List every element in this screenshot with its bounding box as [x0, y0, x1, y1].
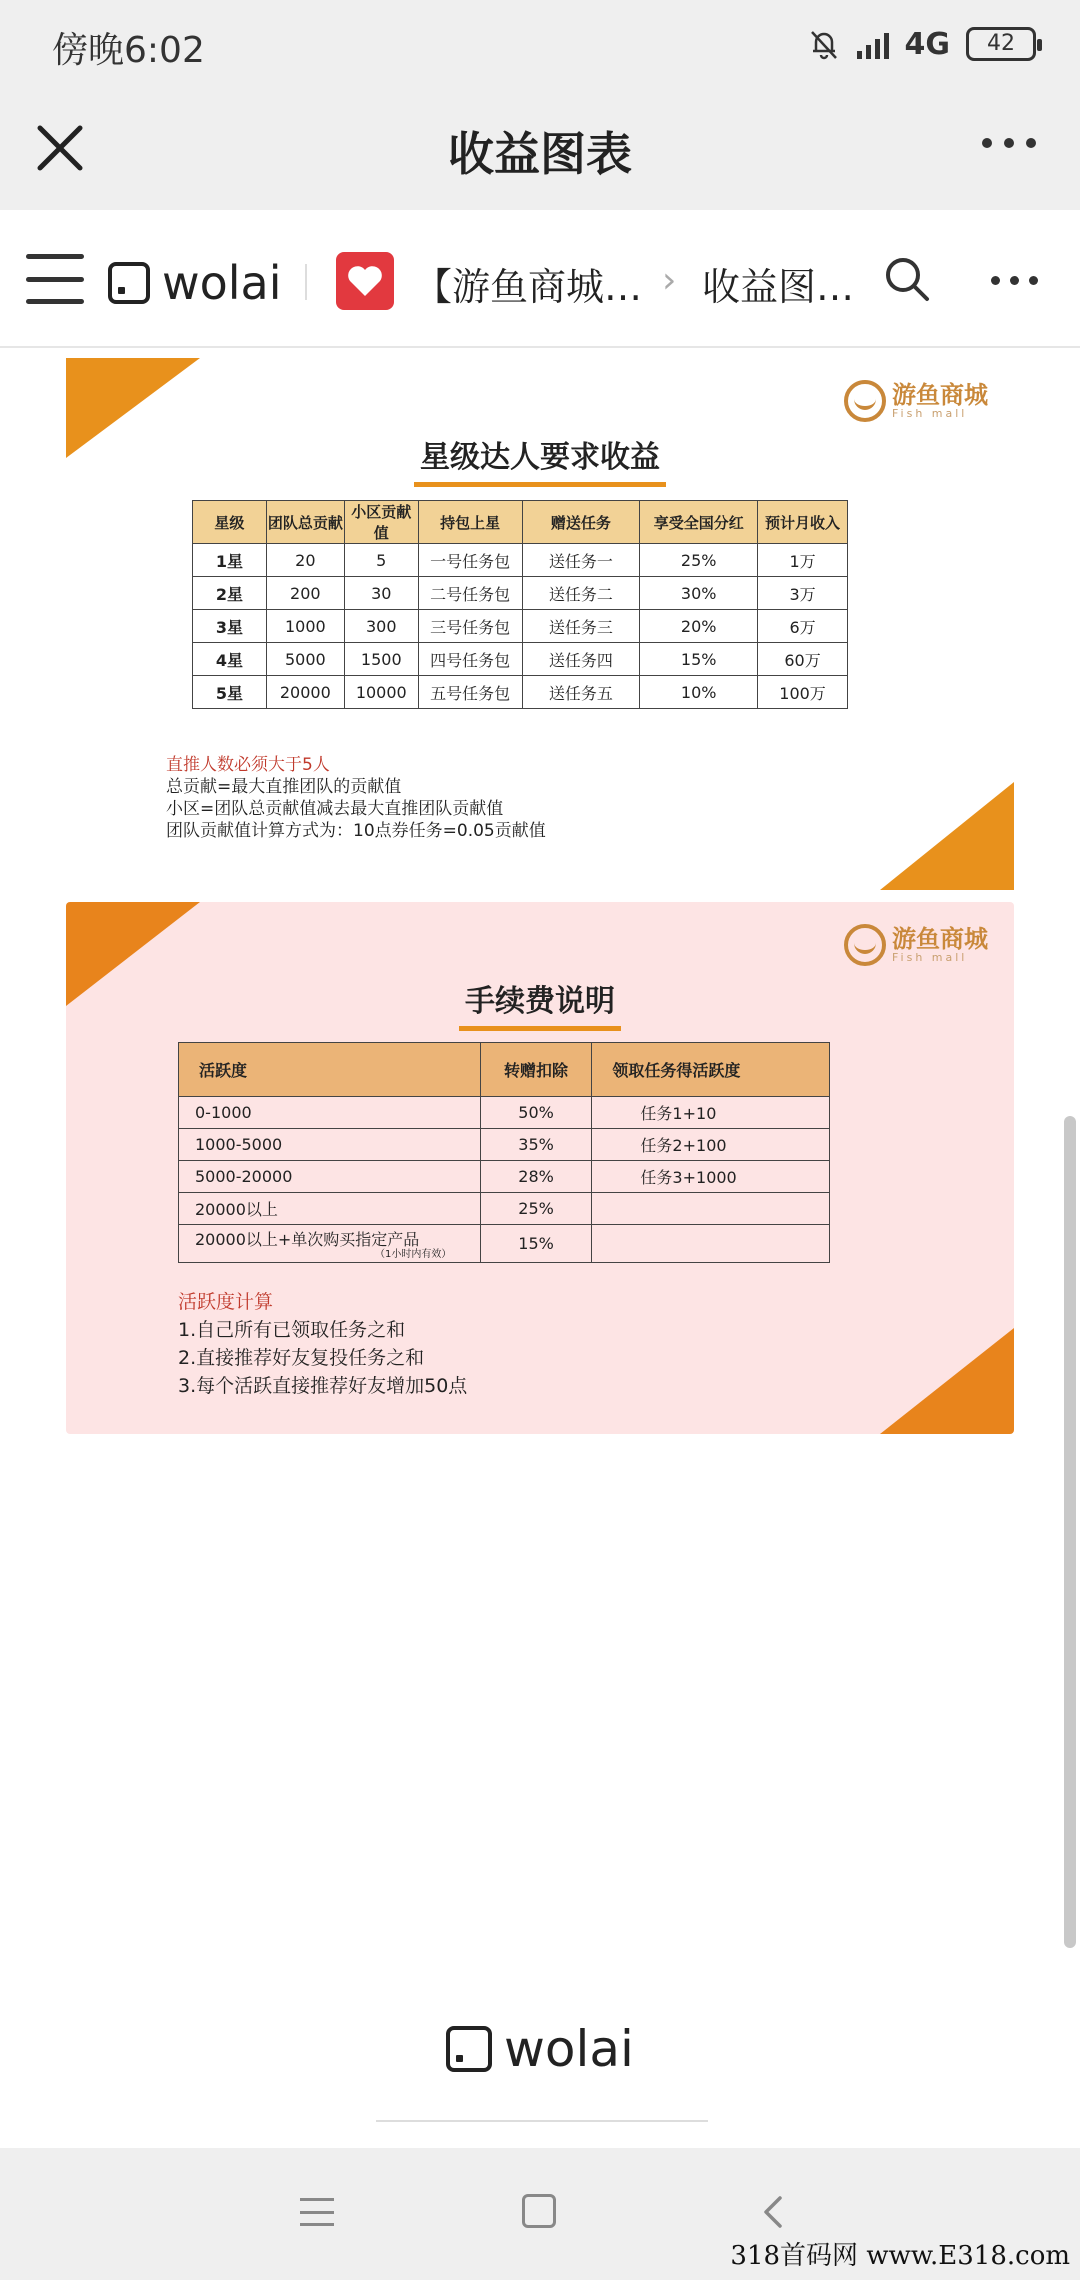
recent-apps-icon[interactable]: [300, 2198, 334, 2226]
table-row: [179, 1129, 830, 1161]
table-cell: 20: [266, 544, 344, 577]
table-cell: 5000-20000: [179, 1161, 481, 1193]
table-cell: 15%: [640, 643, 758, 676]
table-cell: 15%: [480, 1225, 592, 1263]
table-cell: 3万: [758, 577, 848, 610]
table-row: [193, 643, 848, 676]
table-cell: 二号任务包: [418, 577, 522, 610]
table-header: 预计月收入: [758, 501, 848, 544]
table-cell: 3星: [193, 610, 267, 643]
status-icons: [807, 20, 1037, 68]
wolai-logo[interactable]: [108, 256, 282, 310]
table-header: 星级: [193, 501, 267, 544]
table-cell: 6万: [758, 610, 848, 643]
table-cell: 1000-5000: [179, 1129, 481, 1161]
table-cell: 任务2+100: [592, 1129, 830, 1161]
activity-notes: [178, 1288, 467, 1400]
card-title: 星级达人要求收益: [66, 432, 1014, 487]
table-cell: 50%: [480, 1097, 592, 1129]
star-income-image: [66, 358, 1014, 890]
table-cell: 28%: [480, 1161, 592, 1193]
table-header: 小区贡献值: [344, 501, 418, 544]
status-time: 傍晚6:02: [52, 30, 205, 71]
brand-name: 游鱼商城: [892, 924, 988, 953]
scrollbar[interactable]: [1064, 1116, 1076, 1948]
table-cell: [179, 1225, 481, 1263]
table-cell: 三号任务包: [418, 610, 522, 643]
table-header: 团队总贡献: [266, 501, 344, 544]
table-cell: 送任务三: [522, 610, 640, 643]
note-line: 2.直接推荐好友复投任务之和: [178, 1347, 425, 1369]
divider: [305, 264, 307, 300]
table-row: [193, 544, 848, 577]
table-cell: 4星: [193, 643, 267, 676]
table-cell: 25%: [640, 544, 758, 577]
brand-sub: Fish mall: [892, 406, 968, 420]
note-line: 团队贡献值计算方式为：10点券任务=0.05贡献值: [166, 821, 546, 841]
table-cell: 1星: [193, 544, 267, 577]
home-icon[interactable]: [522, 2194, 556, 2228]
brand-logo: [844, 380, 988, 422]
table-cell: 四号任务包: [418, 643, 522, 676]
note-line: 总贡献=最大直推团队的贡献值: [166, 777, 402, 797]
table-row: [193, 676, 848, 709]
table-header: 领取任务得活跃度: [592, 1043, 830, 1097]
cell-text: 20000以上+单次购买指定产品: [195, 1230, 420, 1249]
page-title: 收益图表: [448, 127, 632, 181]
table-cell: 5: [344, 544, 418, 577]
table-cell: 5000: [266, 643, 344, 676]
title-bar: [0, 88, 1080, 210]
chevron-right-icon: ›: [662, 260, 677, 301]
table-cell: 100万: [758, 676, 848, 709]
table-cell: 送任务一: [522, 544, 640, 577]
hamburger-menu-icon[interactable]: [26, 254, 84, 304]
table-cell: 300: [344, 610, 418, 643]
table-row: [193, 577, 848, 610]
star-notes: [166, 754, 546, 842]
fish-logo-icon: [844, 380, 886, 422]
table-cell: 五号任务包: [418, 676, 522, 709]
signal-icon: [857, 29, 889, 59]
cell-note: （1小时内有效）: [375, 1249, 452, 1260]
corner-decoration: [880, 782, 1014, 890]
table-cell: 5星: [193, 676, 267, 709]
table-header: 持包上星: [418, 501, 522, 544]
table-header: 享受全国分红: [640, 501, 758, 544]
table-cell: 30%: [640, 577, 758, 610]
divider: [376, 2120, 708, 2122]
network-type: 4G: [904, 26, 950, 62]
footer-logo-text: wolai: [504, 2020, 634, 2078]
wolai-logo-text: wolai: [162, 256, 282, 310]
star-table: [192, 500, 848, 709]
note-line: 小区=团队总贡献值减去最大直推团队贡献值: [166, 799, 504, 819]
note-title: 活跃度计算: [178, 1291, 274, 1313]
table-header-row: [179, 1043, 830, 1097]
table-cell: 30: [344, 577, 418, 610]
table-cell: [592, 1193, 830, 1225]
note-line: 1.自己所有已领取任务之和: [178, 1319, 406, 1341]
table-row: [179, 1161, 830, 1193]
table-cell: 10%: [640, 676, 758, 709]
fee-description-image: [66, 902, 1014, 1434]
table-cell: 1000: [266, 610, 344, 643]
table-cell: 20%: [640, 610, 758, 643]
wolai-logo-icon: [446, 2026, 492, 2072]
heart-icon: [336, 252, 394, 310]
brand-logo: [844, 924, 988, 966]
wolai-logo-icon: [108, 262, 150, 304]
brand-name: 游鱼商城: [892, 380, 988, 409]
table-cell: 1500: [344, 643, 418, 676]
table-header: 赠送任务: [522, 501, 640, 544]
table-cell: 送任务四: [522, 643, 640, 676]
table-cell: 25%: [480, 1193, 592, 1225]
table-cell: 10000: [344, 676, 418, 709]
table-cell: 0-1000: [179, 1097, 481, 1129]
table-row: [179, 1193, 830, 1225]
table-header-row: [193, 501, 848, 544]
back-icon[interactable]: [754, 2192, 794, 2232]
fee-table: [178, 1042, 830, 1263]
card-title: 手续费说明: [66, 976, 1014, 1031]
watermark-text: 318首码网 www.E318.com: [730, 2241, 1070, 2271]
table-row: [179, 1225, 830, 1263]
search-icon[interactable]: [882, 254, 932, 304]
table-row: [193, 610, 848, 643]
fish-logo-icon: [844, 924, 886, 966]
table-cell: 2星: [193, 577, 267, 610]
table-cell: 20000以上: [179, 1193, 481, 1225]
breadcrumb-parent[interactable]: 【游鱼商城…: [414, 265, 643, 309]
brand-sub: Fish mall: [892, 950, 968, 964]
note-line: 直推人数必须大于5人: [166, 755, 330, 775]
corner-decoration: [880, 1328, 1014, 1434]
breadcrumb-current[interactable]: 收益图…: [702, 265, 855, 309]
table-cell: 送任务二: [522, 577, 640, 610]
table-cell: 1万: [758, 544, 848, 577]
table-cell: 任务3+1000: [592, 1161, 830, 1193]
app-nav-bar: [0, 210, 1080, 348]
table-header: 转赠扣除: [480, 1043, 592, 1097]
battery-icon: 42: [966, 27, 1036, 61]
bell-muted-icon: [807, 27, 841, 61]
table-cell: 60万: [758, 643, 848, 676]
table-cell: 35%: [480, 1129, 592, 1161]
table-cell: 送任务五: [522, 676, 640, 709]
table-cell: [592, 1225, 830, 1263]
system-nav-bar: [0, 2148, 1080, 2280]
page-more-icon[interactable]: [991, 276, 1038, 285]
footer-logo: [0, 2020, 1080, 2078]
table-header: 活跃度: [179, 1043, 481, 1097]
table-cell: 任务1+10: [592, 1097, 830, 1129]
more-menu-icon[interactable]: [982, 138, 1036, 148]
note-line: 3.每个活跃直接推荐好友增加50点: [178, 1375, 468, 1397]
table-row: [179, 1097, 830, 1129]
status-bar: [0, 0, 1080, 88]
table-cell: 一号任务包: [418, 544, 522, 577]
table-cell: 200: [266, 577, 344, 610]
table-cell: 20000: [266, 676, 344, 709]
